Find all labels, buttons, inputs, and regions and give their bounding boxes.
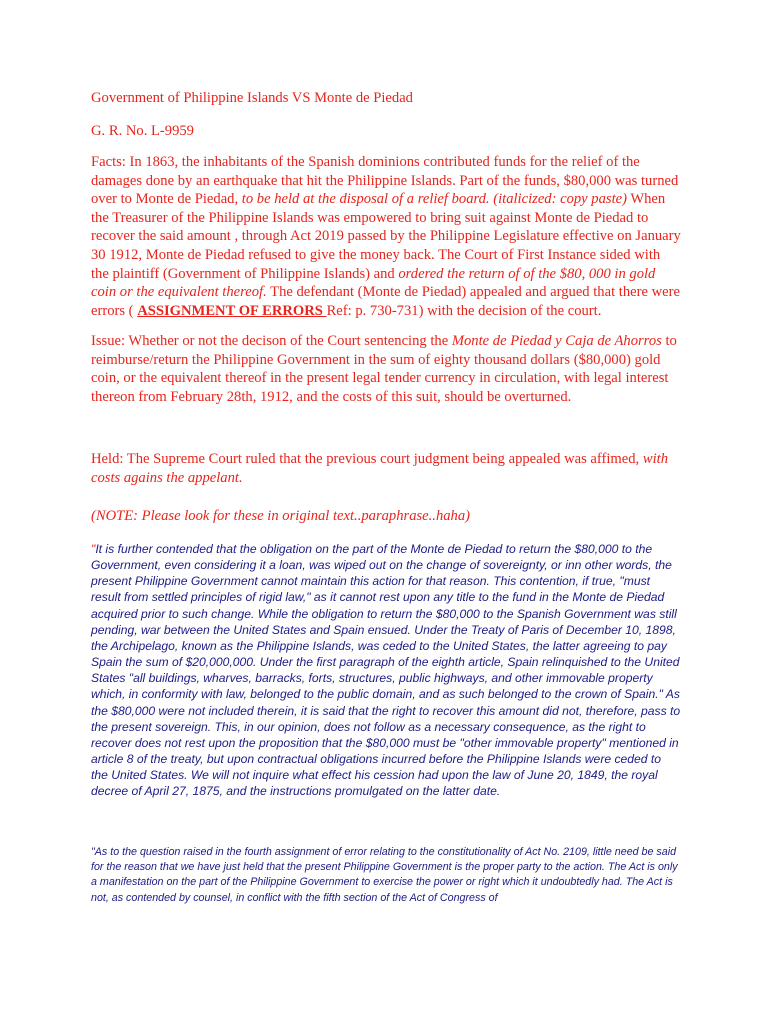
facts-italic-2: ordered the return of of the $80, 000 in gold coin or the equivalent thereof. <box>91 265 656 301</box>
issue-text-1: Issue: Whether or not the decison of the Court sentencing the <box>91 333 452 349</box>
quote-1-text: It is further contended that the obligation on the part of the Monte de Piedad to return the $80,000 to the Government, even considering it a loan, was wiped out on the change of sovereignty, or inn other words, the present Philippine Government cannot maintain this action for that reason. This contention, if true, "must result from settled principles of rigid law," as it cannot rest upon any title to the fund in the Monte de Piedad acquired prior to such change. While the obligation to return the $80,000 to the Spanish Government was still pending, war between the United States and Spain ensued. Under the Treaty of Paris of December 10, 1898, the Archipelago, known as the Philippine Islands, was ceded to the United States, the latter agreeing to pay Spain the sum of $20,000,000. Under the first paragraph of the eighth article, Spain relinquished to the United States "all buildings, wharves, barracks, forts, structures, public highways, and other immovable property which, in conformity with law, belonged to the public domain, and as such belonged to the crown of Spain." As the $80,000 were not included therein, it is said that the right to recover this amount did not, therefore, pass to the present sovereign. This, in our opinion, does not follow as a necessary consequence, as the right to recover does not rest upon the proposition that the $80,000 must be "other immovable property" mentioned in article 8 of the treaty, but upon contractual obligations incurred before the Philippine Islands were ceded to the United States. We will not inquire what effect his cession had upon the law of June 20, 1849, the royal decree of April 27, 1875, and the instructions promulgated on the latter date. <box>91 542 681 799</box>
facts-text-4: Ref: p. 730-731) with the decision of the court. <box>326 302 602 319</box>
issue-paragraph <box>91 332 681 406</box>
facts-text-2: When the Treasurer of the Philippine Islands was empowered to bring suit against Monte de Piedad to recover the said amount , through Act 2019 passed by the Philippine Legislature effective on January 30 1912, Monte de Piedad refused to give the money back. The Court of First Instance sided with the plaintiff (Government of Philippine Islands) and <box>91 191 681 282</box>
issue-italic: Monte de Piedad y Caja de Ahorros <box>451 333 662 349</box>
case-number: G. R. No. L-9959 <box>91 123 194 139</box>
quote-paragraph-1 <box>91 541 681 800</box>
facts-text-1: Facts: In 1863, the inhabitants of the Spanish dominions contributed funds for the relief of the damages done by an earthquake that hit the Philippine Islands. Part of the funds, $80,000 was turned over to Monte de Piedad, <box>91 154 679 208</box>
held-text: Held: The Supreme Court ruled that the previous court judgment being appealed was affimed, <box>91 451 643 467</box>
note-line: (NOTE: Please look for these in original text..paraphrase..haha) <box>91 508 470 524</box>
facts-paragraph <box>91 153 681 320</box>
assignment-of-errors-label: ASSIGNMENT OF ERRORS <box>137 302 327 319</box>
quote-paragraph-2: "As to the question raised in the fourth assignment of error relating to the constitutionality of Act No. 2109, little need be said for the reason that we have just held that the present Philippine Government is the proper party to the action. The Act is only a manifestation on the part of the Philippine Government to exercise the power or right which it undoubtedly had. The Act is not, as contended by counsel, in conflict with the fifth section of the Act of Congress of <box>91 846 678 904</box>
held-paragraph <box>91 450 681 487</box>
opening-quote-mark: " <box>91 542 96 556</box>
held-italic: with costs agains the appelant. <box>91 451 668 486</box>
facts-italic-1: to be held at the disposal of a relief board. (italicized: copy paste) <box>241 191 627 208</box>
case-title: Government of Philippine Islands VS Monte de Piedad <box>91 90 413 106</box>
facts-text-3: The defendant (Monte de Piedad) appealed and argued that there were errors ( <box>91 284 680 319</box>
issue-text-2: to reimburse/return the Philippine Government in the sum of eighty thousand dollars ($80,000) gold coin, or the equivalent thereof in the present legal tender currency in circulation, with legal interest thereon from February 28th, 1912, and the costs of this suit, should be overturned. <box>91 333 677 405</box>
